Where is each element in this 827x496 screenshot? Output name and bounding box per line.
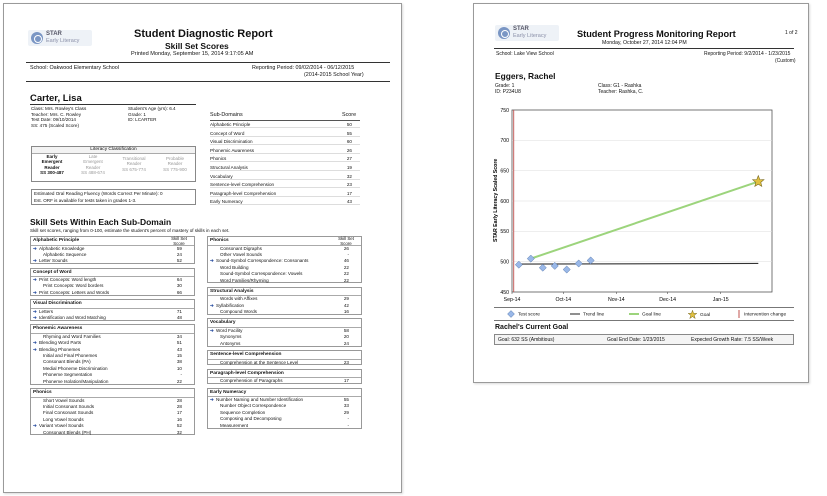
skill-row [210, 252, 359, 258]
skill-score: 10 [176, 365, 182, 371]
y-tick-label: 750 [500, 107, 509, 114]
intervention-legend-icon [737, 310, 741, 320]
trend-line-legend-icon [570, 310, 580, 320]
skill-label: Alphabetic Sequence [43, 251, 87, 257]
skill-label: Syllabification [216, 302, 245, 308]
student-id: ID: LCARTER [128, 117, 157, 123]
subdomain-label: Early Numeracy [210, 199, 243, 205]
arrow-right-icon: ➔ [210, 302, 214, 308]
skill-score: 32 [176, 429, 182, 435]
skill-row [210, 303, 359, 309]
literacy-col-label: Early [46, 154, 58, 159]
subdomain-score: 26 [346, 147, 352, 153]
skill-row [33, 372, 192, 378]
y-axis-label: STAR Early Literacy Scaled Score [493, 158, 499, 242]
skill-score: - [347, 422, 349, 428]
divider [494, 48, 794, 49]
skill-label: Composing and Decomposing [220, 416, 282, 422]
subdomain-label: Vocabulary [210, 173, 233, 179]
student-id: ID: P234U8 [495, 89, 521, 96]
skill-section-title: Visual Discrimination [33, 301, 82, 307]
skillsets-description: Skill set scores, ranging from 0-100, estimate the student's percent of mastery of skills in each set. [30, 228, 230, 233]
legend-label: Goal [700, 313, 711, 318]
student-age: Student's Age (yrs): 6.4 [128, 106, 176, 111]
arrow-right-icon: ➔ [33, 346, 37, 352]
skill-row [33, 353, 192, 359]
skill-score: - [347, 251, 349, 257]
skill-label: Word Building [220, 264, 249, 270]
report-subtitle: Skill Set Scores [165, 41, 229, 51]
arrow-right-icon: ➔ [33, 289, 37, 295]
skill-section-title: Phonemic Awareness [33, 326, 83, 332]
subdomain-table [210, 112, 360, 212]
arrow-right-icon: ➔ [210, 327, 214, 333]
subdomain-row [210, 148, 360, 154]
literacy-col-label: Reader [44, 164, 60, 170]
literacy-classification-title: Literacy Classification [32, 147, 195, 154]
subdomain-label: Paragraph-level Comprehension [210, 190, 277, 196]
skill-score-header: Skill Set Score [338, 236, 354, 246]
skill-section-title: Phonics [33, 390, 52, 395]
literacy-col-label: Probable [165, 156, 184, 161]
skill-row [210, 360, 359, 366]
skill-score: 20 [343, 334, 349, 340]
subdomain-row [210, 199, 360, 205]
skill-label: Number Naming and Number Identification [216, 397, 304, 403]
skill-score: - [180, 372, 182, 378]
skill-label: Synonyms [220, 334, 242, 340]
skill-row [210, 403, 359, 409]
reporting-period: Reporting Period: 9/2/2014 - 1/23/2015 [704, 51, 791, 57]
skill-score: 17 [176, 410, 182, 416]
subdomain-label: Alphabetic Principle [210, 122, 251, 127]
skill-label: Sound-Symbol Correspondence: Consonants [216, 258, 309, 264]
skill-label: Letter Sounds [39, 258, 68, 264]
skill-section [207, 369, 362, 384]
skill-label: Letters [39, 308, 54, 314]
arrow-right-icon: ➔ [33, 258, 37, 264]
skill-score: 43 [176, 346, 182, 352]
diagnostic-report-page [3, 3, 402, 493]
skill-score: 42 [343, 302, 349, 308]
school-name: School: Lake View School [496, 51, 554, 57]
skill-label: Medial Phoneme Discrimination [43, 365, 108, 371]
subdomain-row [210, 165, 360, 171]
literacy-col-label: Emergent [41, 159, 63, 165]
skill-score: 30 [176, 283, 182, 289]
grade: Grade: 1 [495, 83, 515, 89]
star-early-literacy-logo [495, 25, 559, 41]
skill-row [33, 423, 192, 429]
skill-label: Word Facility [216, 327, 243, 333]
literacy-col-range: SS 300-487 [40, 170, 64, 176]
subdomain-score: 17 [346, 190, 352, 196]
x-tick-label: Nov-14 [607, 297, 625, 303]
logo-text: STAR [513, 26, 529, 32]
skill-section [30, 236, 195, 264]
skill-label: Final Consonant Sounds [43, 410, 94, 416]
skill-section-title: Concept of Word [33, 269, 72, 275]
skill-label: Other Vowel Sounds [220, 251, 262, 257]
skill-label: Consonant Blends (PH) [43, 429, 92, 435]
skill-score: 59 [176, 245, 182, 251]
subdomain-score-header: Score [342, 112, 357, 118]
skill-row [33, 277, 192, 283]
reporting-period-custom: (Custom) [775, 58, 796, 64]
arrow-right-icon: ➔ [33, 308, 37, 314]
skill-label: Sound-Symbol Correspondence: Vowels [220, 271, 303, 277]
skill-label: Compound Words [220, 309, 257, 315]
literacy-col-label: Reader [126, 161, 142, 167]
skill-section-title: Vocabulary [210, 320, 236, 326]
skill-row [33, 246, 192, 252]
star-early-literacy-logo [28, 30, 92, 46]
skill-label: Long Vowel Sounds [43, 416, 84, 422]
literacy-col-probable [155, 156, 195, 172]
skill-section-title: Structural Analysis [210, 288, 254, 294]
skill-section [207, 236, 362, 283]
printed-date: Monday, October 27, 2014 12:04 PM [602, 40, 687, 46]
skill-score: 48 [176, 315, 182, 321]
skill-label: Print Concepts: Letters and Words [39, 289, 110, 295]
divider [26, 81, 390, 82]
y-tick-label: 550 [500, 229, 509, 236]
skill-row [210, 328, 359, 334]
goal-line-legend-icon [629, 310, 639, 320]
class-name: Class: Mrs. Rowley's Class [31, 106, 87, 111]
legend-label: Trend line [583, 312, 605, 318]
literacy-col-label: Reader [85, 164, 101, 170]
y-tick-label: 650 [500, 168, 509, 175]
literacy-col-range: SS 675-774 [122, 166, 146, 172]
skill-row [210, 416, 359, 422]
literacy-col-transitional [114, 156, 154, 172]
progress-chart [488, 102, 798, 320]
reporting-period: Reporting Period: 09/02/2014 - 06/12/2015 [252, 65, 355, 71]
skill-row [210, 378, 359, 384]
skill-section [30, 299, 195, 321]
skill-row [210, 410, 359, 416]
star-logo-icon [498, 27, 510, 39]
skill-label: Short Vowel Sounds [43, 397, 85, 403]
teacher-name: Teacher: Rashka, C. [598, 89, 644, 96]
skill-label: Print Concepts: Word borders [43, 283, 104, 289]
skill-score-header: Skill Set Score [171, 236, 187, 246]
skill-score: 24 [343, 340, 349, 346]
skill-label: Measurement [220, 422, 249, 428]
skill-score: 66 [176, 289, 182, 295]
skill-section-title: Alphabetic Principle [33, 238, 80, 243]
skill-row [210, 278, 359, 284]
student-info-right [598, 83, 643, 95]
skill-row [33, 309, 192, 315]
skill-label: Word Families/Rhyming [220, 277, 269, 283]
x-tick-label: Dec-14 [659, 297, 677, 303]
skill-score: 29 [343, 296, 349, 302]
arrow-right-icon: ➔ [210, 258, 214, 264]
skill-row [210, 296, 359, 302]
skill-score: 28 [176, 403, 182, 409]
subdomain-row [210, 156, 360, 162]
arrow-right-icon: ➔ [33, 245, 37, 251]
skill-section-title: Early Numeracy [210, 389, 247, 395]
subdomain-row [210, 191, 360, 197]
skill-row [33, 359, 192, 365]
test-score-legend-icon [507, 310, 515, 320]
skill-score: 22 [176, 378, 182, 384]
legend-item [507, 310, 540, 320]
legend-label: Test score [518, 312, 540, 318]
divider [30, 104, 196, 105]
report-title: Student Diagnostic Report [134, 28, 273, 40]
skill-row [210, 265, 359, 271]
skill-row [33, 340, 192, 346]
literacy-col-early-emergent [32, 154, 72, 176]
skill-section [30, 268, 195, 296]
teacher-name: Teacher: Mrs. C. Rowley [31, 111, 82, 117]
skill-row [33, 410, 192, 416]
logo-subtext: Early Literacy [46, 38, 80, 44]
literacy-col-label: Late [88, 154, 98, 159]
x-tick-label: Oct-14 [555, 297, 572, 303]
legend-item [629, 310, 661, 320]
skill-score: 26 [343, 245, 349, 251]
skill-score: 22 [343, 264, 349, 270]
goal-end-date: Goal End Date: 1/23/2015 [607, 337, 665, 343]
skill-section-title: Phonics [210, 238, 229, 243]
arrow-right-icon: ➔ [33, 340, 37, 346]
legend-label: Intervention change [744, 312, 787, 318]
skill-score: 55 [343, 397, 349, 403]
logo-subtext: Early Literacy [513, 33, 547, 39]
literacy-col-range: SS 488-674 [81, 170, 105, 176]
subdomain-label: Concept of Word [210, 130, 245, 136]
skill-label: Blending Phonemes [39, 346, 81, 352]
skill-row [210, 397, 359, 403]
skill-label: Variant Vowel Sounds [39, 423, 84, 429]
skill-row [210, 423, 359, 429]
skill-label: Words with Affixes [220, 296, 258, 302]
divider [494, 307, 794, 308]
skill-label: Phoneme Isolation/Manipulation [43, 378, 109, 384]
skill-row [33, 315, 192, 321]
goal-title: Rachel's Current Goal [495, 324, 569, 331]
skill-row [33, 404, 192, 410]
goal-value: Goal: 632 SS (Ambitious) [498, 337, 555, 343]
skill-label: Rhyming and Word Families [43, 333, 101, 339]
skill-row [33, 417, 192, 423]
skill-label: Initial Consonant Sounds [43, 403, 95, 409]
goal-bar [494, 334, 794, 345]
subdomain-label: Phonics [210, 156, 227, 162]
skill-row [210, 334, 359, 340]
arrow-right-icon: ➔ [33, 315, 37, 321]
skill-score: 33 [343, 403, 349, 409]
progress-report-page [473, 3, 809, 383]
literacy-col-late-emergent [73, 154, 113, 176]
subdomain-score: 50 [346, 122, 352, 127]
y-tick-label: 500 [500, 259, 509, 266]
arrow-right-icon: ➔ [210, 397, 214, 403]
literacy-classification-box [31, 146, 196, 182]
skill-row [210, 271, 359, 277]
student-name: Carter, Lisa [30, 93, 82, 104]
subdomain-score: 23 [346, 182, 352, 188]
skill-score: 28 [176, 397, 182, 403]
skill-score: 24 [176, 251, 182, 257]
subdomain-label: Sentence-level Comprehension [210, 182, 275, 188]
skill-label: Alphabetic Knowledge [39, 245, 85, 251]
subdomain-label: Visual Discrimination [210, 139, 253, 145]
arrow-right-icon: ➔ [33, 423, 37, 429]
skill-score: 15 [176, 353, 182, 359]
printed-date: Printed Monday, September 15, 2014 9:17:05 AM [131, 51, 254, 57]
student-info-left [495, 83, 521, 95]
skill-label: Phoneme Segmentation [43, 372, 93, 378]
skill-section [30, 388, 195, 435]
literacy-col-label: Reader [167, 161, 183, 167]
orf-estimate: Estimated Oral Reading Fluency (Words Correct Per Minute): 0 [34, 191, 163, 196]
subdomain-header: Sub-Domains [210, 112, 243, 118]
class-name: Class: G1 - Rashka [598, 83, 642, 89]
divider [494, 320, 794, 321]
skill-row [210, 309, 359, 315]
subdomain-label: Phonemic Awareness [210, 147, 255, 153]
skill-score: 34 [176, 333, 182, 339]
skill-label: Sequence Completion [220, 409, 266, 415]
skill-row [33, 283, 192, 289]
skill-label: Number Object Correspondence [220, 403, 287, 409]
skill-row [33, 366, 192, 372]
student-info-left [31, 106, 86, 128]
skill-label: Initial and Final Phonemes [43, 353, 98, 359]
subdomain-score: 19 [346, 165, 352, 170]
skill-row [33, 252, 192, 258]
skill-section [207, 350, 362, 365]
subdomain-score: 60 [346, 139, 352, 145]
goal-star-legend-icon [688, 310, 697, 321]
literacy-col-label: Emergent [83, 159, 103, 165]
subdomain-row [210, 174, 360, 180]
skill-label: Consonant Blends (PA) [43, 359, 91, 365]
school-year: (2014-2015 School Year) [304, 72, 364, 78]
skill-label: Consonant Digraphs [220, 245, 262, 251]
skill-row [33, 290, 192, 296]
subdomain-row [210, 182, 360, 188]
skill-section [207, 287, 362, 315]
skill-row [210, 246, 359, 252]
x-tick-label: Jan-15 [712, 297, 729, 303]
expected-growth-rate: Expected Growth Rate: 7.5 SS/Week [691, 337, 774, 343]
skill-section [207, 388, 362, 429]
legend-item [688, 310, 710, 321]
student-name: Eggers, Rachel [495, 71, 556, 81]
subdomain-row [210, 139, 360, 145]
skill-score: 58 [343, 327, 349, 333]
y-tick-label: 600 [500, 198, 509, 205]
school-name: School: Oakwood Elementary School [30, 65, 119, 71]
skill-score: 71 [176, 308, 182, 314]
subdomain-row [210, 131, 360, 137]
page-number: 1 of 2 [785, 30, 798, 36]
legend-item [570, 310, 604, 320]
skill-score: 29 [343, 409, 349, 415]
legend-label: Goal line [642, 312, 661, 318]
skill-score: - [347, 416, 349, 422]
skill-row [33, 334, 192, 340]
subdomain-score: 43 [346, 199, 352, 205]
skill-score: 64 [176, 277, 182, 283]
star-logo-icon [31, 32, 43, 44]
skill-row [33, 379, 192, 385]
skill-score: 22 [343, 277, 349, 283]
y-tick-label: 700 [500, 138, 509, 145]
divider [210, 120, 360, 121]
skill-label: Blending Word Parts [39, 340, 82, 346]
skill-row [210, 341, 359, 347]
skillsets-title: Skill Sets Within Each Sub-Domain [30, 217, 172, 227]
skill-row [33, 347, 192, 353]
skill-label: Print Concepts: Word length [39, 277, 97, 283]
test-date: Test Date: 09/10/2014 [31, 117, 76, 123]
y-tick-label: 450 [500, 289, 509, 296]
skill-label: Comprehension at the Sentence Level [220, 359, 299, 365]
skill-score: 16 [176, 416, 182, 422]
subdomain-score: 55 [346, 130, 352, 136]
arrow-right-icon: ➔ [33, 277, 37, 283]
skill-row [210, 258, 359, 264]
subdomain-score: 32 [346, 173, 352, 179]
skill-score: 16 [343, 309, 349, 315]
legend-item [737, 310, 786, 320]
skill-score: 38 [176, 359, 182, 365]
skill-score: 51 [176, 340, 182, 346]
divider [26, 62, 390, 63]
skill-score: 22 [343, 271, 349, 277]
literacy-col-range: SS 775-900 [163, 166, 187, 172]
skill-row [33, 430, 192, 436]
x-tick-label: Sep-14 [503, 297, 521, 303]
skill-section-title: Sentence-level Comprehension [210, 352, 282, 357]
student-info-right [128, 106, 176, 123]
skill-section [207, 318, 362, 346]
skill-score: 46 [343, 258, 349, 264]
skill-score: 52 [176, 423, 182, 429]
orf-note: Est. ORF is available for tests taken in grades 1-3. [34, 198, 137, 203]
report-title: Student Progress Monitoring Report [577, 29, 736, 39]
skill-section-title: Paragraph-level Comprehension [210, 370, 284, 376]
skill-section [30, 324, 195, 384]
skill-score: 17 [343, 378, 349, 384]
skill-score: 52 [176, 258, 182, 264]
subdomain-row [210, 122, 360, 128]
skill-label: Identification and Word Matching [39, 315, 106, 321]
grade: Grade: 1 [128, 111, 146, 117]
literacy-col-label: Transitional [122, 156, 146, 161]
subdomain-label: Structural Analysis [210, 165, 248, 170]
scaled-score: SS: 475 (Scaled Score) [31, 122, 80, 128]
skill-label: Antonyms [220, 340, 241, 346]
subdomain-score: 27 [346, 156, 352, 162]
logo-text: STAR [46, 31, 62, 37]
skill-label: Comprehension of Paragraphs [220, 378, 283, 384]
skill-row [33, 258, 192, 264]
orf-box [31, 189, 196, 205]
skill-row [33, 398, 192, 404]
skill-score: 23 [343, 359, 349, 365]
